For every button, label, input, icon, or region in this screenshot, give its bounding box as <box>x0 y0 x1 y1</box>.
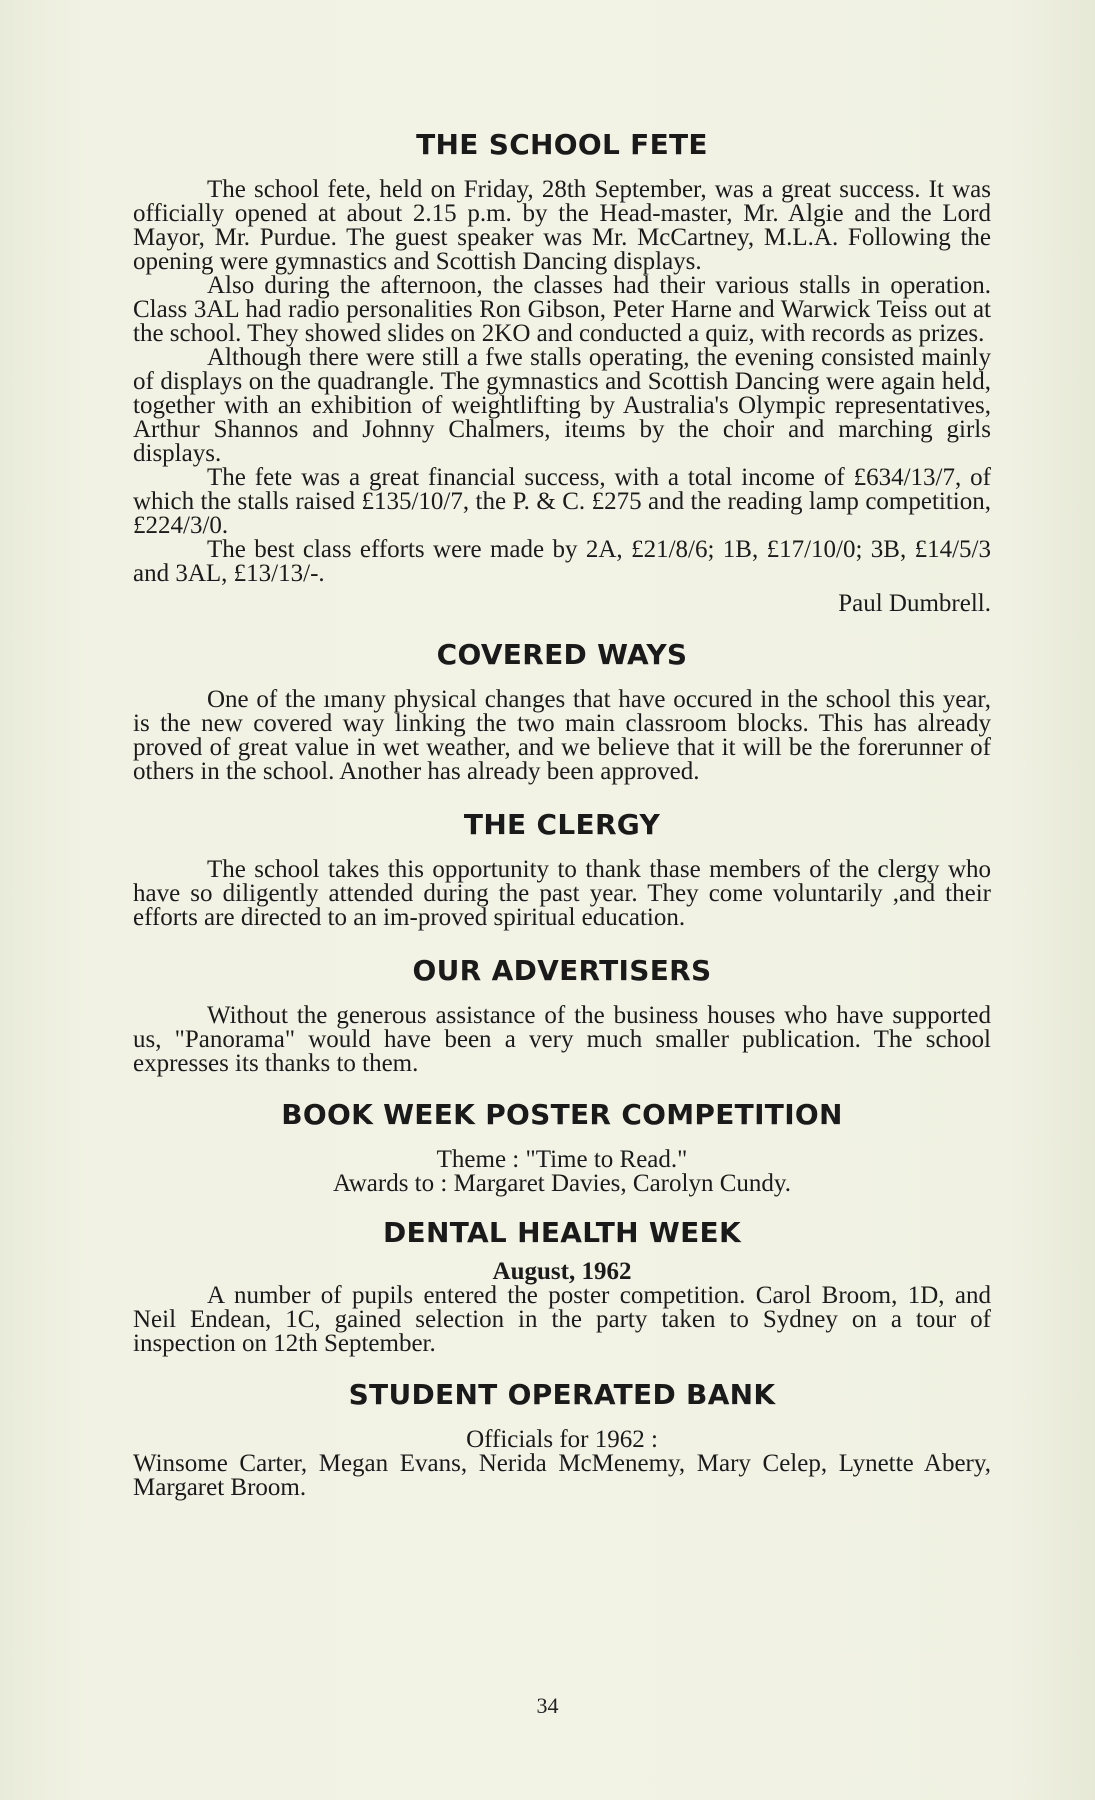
paragraph: Also during the afternoon, the classes had their various stalls in operation. Class 3AL had radio personalities Ron Gibson, Peter Harne and Warwick Teiss out at the school. They showed slides on 2KO and conducted a quiz, with records as prizes. <box>133 272 991 347</box>
paragraph: The best class efforts were made by 2A, £21/8/6; 1B, £17/10/0; 3B, £14/5/3 and 3AL, £13/13/-. <box>133 536 991 587</box>
paragraph: The school fete, held on Friday, 28th September, was a great success. It was officially opened at about 2.15 p.m. by the Head-master, Mr. Algie and the Lord Mayor, Mr. Purdue. The guest speaker was Mr. McCartney, M.L.A. Following the opening were gymnastics and Scottish Dancing displays. <box>133 176 991 275</box>
bank-officials-list: Winsome Carter, Megan Evans, Nerida McMenemy, Mary Celep, Lynette Abery, Margaret Broom. <box>133 1450 991 1501</box>
bank-officials-label: Officials for 1962 : <box>466 1426 658 1453</box>
book-week-awards: Awards to : Margaret Davies, Carolyn Cundy. <box>332 1170 792 1197</box>
paragraph: A number of pupils entered the poster competition. Carol Broom, 1D, and Neil Endean, 1C, gained selection in the party taken to Sydney on a tour of inspection on 12th September. <box>133 1282 991 1357</box>
paragraph: The fete was a great financial success, with a total income of £634/13/7, of which the stalls raised £135/10/7, the P. & C. £275 and the reading lamp competition, £224/3/0. <box>133 464 991 539</box>
section-title-covered-ways: COVERED WAYS <box>436 638 688 671</box>
book-week-theme: Theme : "Time to Read." <box>436 1146 688 1173</box>
paragraph: Without the generous assistance of the business houses who have supported us, "Panorama" would have been a very much smaller publication. The school expresses its thanks to them. <box>133 1002 991 1077</box>
section-title-clergy: THE CLERGY <box>463 808 661 841</box>
paragraph: The school takes this opportunity to thank thase members of the clergy who have so diligently attended during the past year. They come voluntarily ,and their efforts are directed to an im-proved spiritual education. <box>133 856 991 931</box>
paragraph: Although there were still a fwe stalls operating, the evening consisted mainly of displays on the quadrangle. The gymnastics and Scottish Dancing were again held, together with an exhibition of weightlifting by Australia's Olympic representatives, Arthur Shannos and Johnny Chalmers, iteıms by the choir and marching girls displays. <box>133 344 991 467</box>
page-number: 34 <box>536 1693 559 1718</box>
section-title-book-week: BOOK WEEK POSTER COMPETITION <box>281 1098 843 1131</box>
section-title-school-fete: THE SCHOOL FETE <box>416 128 708 161</box>
section-title-dental-health: DENTAL HEALTH WEEK <box>383 1216 741 1249</box>
dental-date: August, 1962 <box>492 1258 632 1285</box>
section-title-student-bank: STUDENT OPERATED BANK <box>348 1378 776 1411</box>
section-title-advertisers: OUR ADVERTISERS <box>412 954 712 987</box>
author-signature: Paul Dumbrell. <box>838 590 991 617</box>
document-body <box>133 128 991 1500</box>
paragraph: One of the ımany physical changes that have occured in the school this year, is the new covered way linking the two main classroom blocks. This has already proved of great value in wet weather, and we believe that it will be the forerunner of others in the school. Another has already been approved. <box>133 686 991 785</box>
